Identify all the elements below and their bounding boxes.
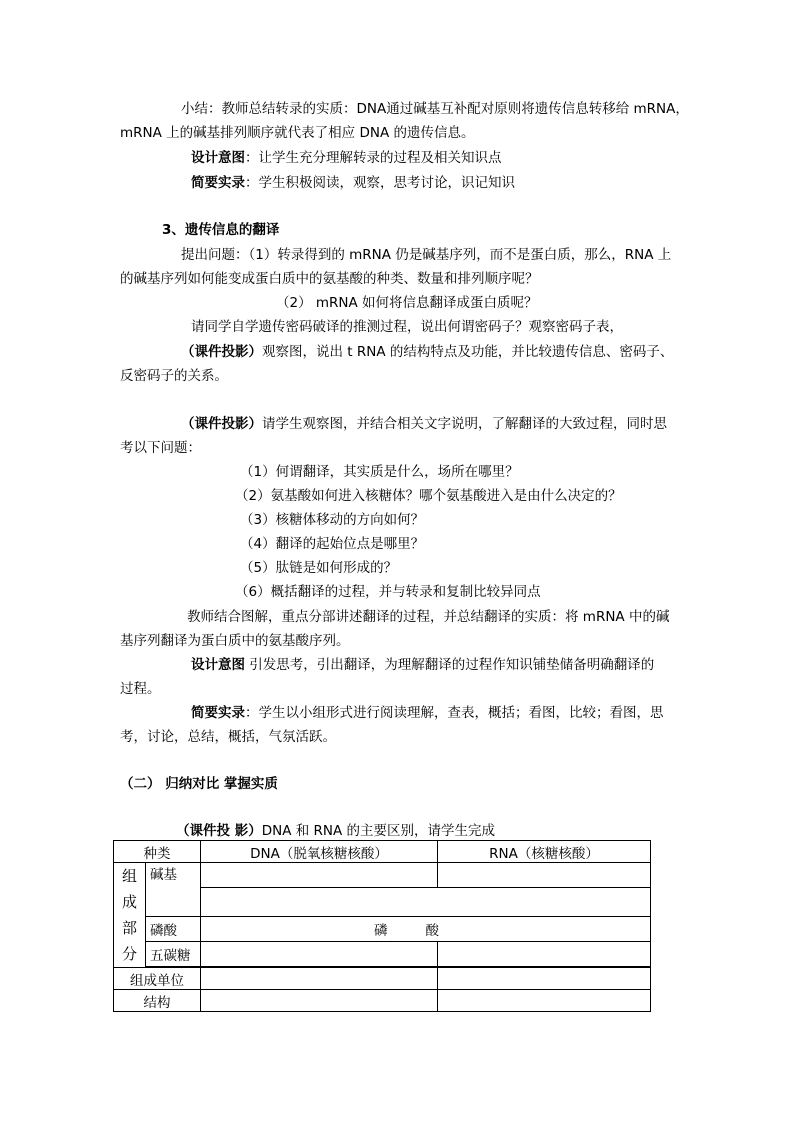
- projection-1-line-2: 反密码子的关系。: [120, 368, 228, 384]
- design-intent-2-label: 设计意图: [191, 657, 245, 673]
- design-intent-1: [191, 149, 502, 167]
- summary-line-1: [181, 100, 689, 118]
- cell-phosphate-value: [201, 916, 651, 941]
- projection-3: [176, 822, 495, 840]
- summary-line-2: mRNA 上的碱基排列顺序就代表了相应 DNA 的遗传信息。: [120, 125, 475, 141]
- brief-record-2-line-1: [191, 704, 664, 722]
- cell-rna-unit[interactable]: [438, 968, 651, 990]
- brief-record-text: ：学生积极阅读，观察，思考讨论，识记知识: [245, 175, 515, 191]
- group-label-composition: [114, 863, 146, 968]
- projection-1-line-1: [181, 343, 673, 361]
- row-label-pentose: 五碳糖: [146, 941, 201, 966]
- row-label-base: 碱基: [146, 863, 201, 917]
- cell-dna-structure[interactable]: [201, 990, 438, 1012]
- design-intent-2-text: 引发思考，引出翻译，为理解翻译的过程作知识铺垫储备明确翻译的: [245, 657, 655, 673]
- cell-base-common[interactable]: [201, 888, 651, 917]
- cell-rna-structure[interactable]: [438, 990, 651, 1012]
- question-line-1: 提出问题：（1）转录得到的 mRNA 仍是碱基序列，而不是蛋白质，那么，RNA 上: [181, 247, 672, 263]
- table-row-header: [114, 841, 651, 863]
- dna-rna-comparison-table: [113, 840, 651, 1012]
- teacher-line-1: 教师结合图解，重点分部讲述翻译的过程，并总结翻译的实质：将 mRNA 中的碱: [187, 609, 670, 625]
- table-row-pentose: [114, 941, 651, 966]
- cell-dna-unit[interactable]: [201, 968, 438, 990]
- group-char: 成: [121, 893, 137, 911]
- header-kind: 种类: [114, 841, 201, 863]
- summary-label: 小结：: [181, 101, 222, 117]
- section-2-title: （二） 归纳对比 掌握实质: [120, 776, 278, 792]
- header-rna: RNA（核糖核酸）: [438, 841, 651, 863]
- design-intent-label: 设计意图: [191, 150, 245, 166]
- table-row-base: [114, 863, 651, 888]
- projection-2-label: （课件投影）: [181, 416, 262, 432]
- phosphate-value-text: 磷酸: [374, 922, 477, 939]
- projection-1-label: （课件投影）: [181, 344, 262, 360]
- table-row-structure: [114, 990, 651, 1012]
- design-intent-2-line-1: [191, 656, 654, 674]
- brief-record-1: [191, 174, 515, 192]
- row-label-unit: 组成单位: [114, 968, 201, 990]
- group-char: 组: [121, 867, 137, 885]
- question-line-3: （2） mRNA 如何将信息翻译成蛋白质呢？: [276, 295, 538, 311]
- projection-2-line-1: [181, 415, 667, 433]
- brief-record-2-line-2: 考，讨论，总结，概括，气氛活跃。: [120, 729, 336, 745]
- projection-3-label: （课件投 影）: [176, 823, 262, 839]
- question-item: （1）何谓翻译，其实质是什么，场所在哪里？: [240, 464, 519, 480]
- design-intent-text: ：让学生充分理解转录的过程及相关知识点: [245, 150, 502, 166]
- brief-record-2-text: ：学生以小组形式进行阅读理解，查表，概括；看图，比较；看图，思: [245, 705, 664, 721]
- question-item: （6）概括翻译的过程，并与转录和复制比较异同点: [235, 584, 541, 600]
- table-row-unit: [114, 968, 651, 990]
- projection-1-text: 观察图，说出 t RNA 的结构特点及功能，并比较遗传信息、密码子、: [262, 344, 674, 360]
- question-item: （4）翻译的起始位点是哪里？: [240, 536, 425, 552]
- section-3-title: 3、遗传信息的翻译: [162, 222, 280, 238]
- question-item: （5）肽链是如何形成的？: [240, 560, 398, 576]
- self-study-text: 请同学自学遗传密码破译的推测过程，说出何谓密码子？观察密码子表，: [191, 319, 623, 335]
- cell-rna-base[interactable]: [438, 863, 651, 888]
- projection-3-text: DNA 和 RNA 的主要区别，请学生完成: [261, 823, 496, 839]
- group-char: 部: [121, 919, 137, 937]
- projection-2-text: 请学生观察图，并结合相关文字说明，了解翻译的大致过程，同时思: [262, 416, 667, 432]
- row-label-phosphate: 磷酸: [146, 916, 201, 941]
- row-label-structure: 结构: [114, 990, 201, 1012]
- cell-dna-pentose[interactable]: [201, 941, 438, 966]
- cell-dna-base[interactable]: [201, 863, 438, 888]
- brief-record-2-label: 简要实录: [191, 705, 245, 721]
- question-item: （2）氨基酸如何进入核糖体？哪个氨基酸进入是由什么决定的？: [235, 488, 622, 504]
- brief-record-label: 简要实录: [191, 175, 245, 191]
- question-item: （3）核糖体移动的方向如何？: [240, 512, 425, 528]
- table-row-phosphate: [114, 916, 651, 941]
- group-char: 分: [121, 945, 137, 963]
- header-dna: DNA（脱氧核糖核酸）: [201, 841, 438, 863]
- teacher-line-2: 基序列翻译为蛋白质中的氨基酸序列。: [120, 633, 350, 649]
- cell-rna-pentose[interactable]: [438, 941, 651, 966]
- projection-2-line-2: 考以下问题：: [120, 440, 201, 456]
- summary-text-1: 教师总结转录的实质：DNA通过碱基互补配对原则将遗传信息转移给 mRNA，: [221, 101, 689, 117]
- design-intent-2-line-2: 过程。: [120, 681, 161, 697]
- question-line-2: 的碱基序列如何能变成蛋白质中的氨基酸的种类、数量和排列顺序呢？: [120, 271, 539, 287]
